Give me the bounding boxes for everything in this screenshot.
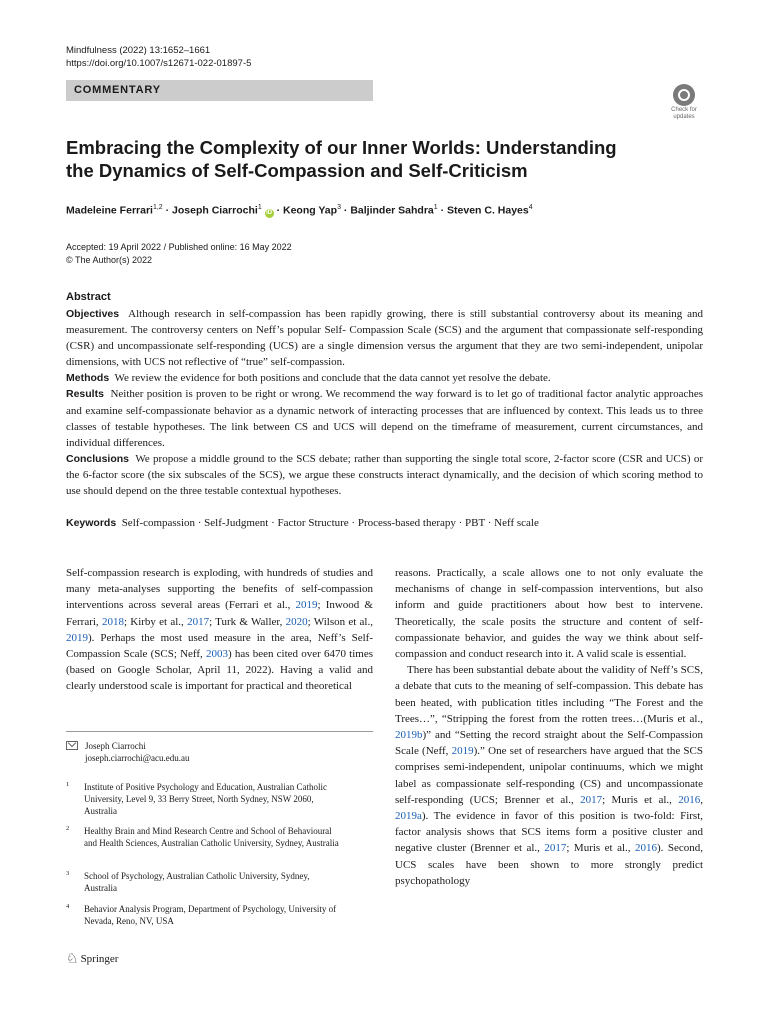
author-affiliation: 3	[337, 204, 341, 211]
publisher-footer	[66, 951, 118, 968]
results-text: Neither position is proven to be right or wrong. We recommend the way forward is to let go of traditional factor analytic approaches and examine self-compassionate behavior as a dynamic network of interacting processes that are influenced by context. This leads us to three classes of testable hypotheses. The link between CS and UCS will depend on the timeframe of measurement, current circumstances, and individual differences.	[66, 388, 703, 449]
methods-label: Methods	[66, 372, 110, 385]
citation-link[interactable]: 2003	[205, 648, 228, 661]
citation-link[interactable]: 2017	[187, 615, 210, 628]
author-list	[66, 204, 706, 218]
copyright: © The Author(s) 2022	[66, 254, 153, 265]
orcid-icon[interactable]: iD	[266, 209, 273, 216]
paper-title: Embracing the Complexity of our Inner Worlds: Understanding the Dynamics of Self-Compassion and Self-Criticism	[66, 137, 617, 181]
corr-email-link[interactable]: joseph.ciarrochi@acu.edu.au	[85, 753, 190, 763]
citation-link[interactable]: 2019	[295, 599, 318, 612]
conclusions-text: We propose a middle ground to the SCS debate; rather than supporting the single total score, 2-factor score (CSR and UCS) or the 6-factor score (the six subscales of the SCS), we argue these constructs interact dynamically, and the decision of which scoring method to use should depend on the three testable contextual hypotheses.	[66, 452, 703, 498]
author-name[interactable]: Baljinder Sahdra	[350, 204, 434, 217]
keywords	[66, 517, 703, 529]
citation-link[interactable]: 2019b	[395, 729, 423, 742]
affiliation-number: 1	[66, 781, 70, 788]
affiliation-text: Healthy Brain and Mind Research Centre and School of Behavioural and Health Sciences, Australian Catholic University, Sydney, Australia	[84, 826, 339, 848]
author-name[interactable]: Madeleine Ferrari	[66, 204, 153, 217]
body-column-left	[66, 565, 373, 695]
affiliation-text: Institute of Positive Psychology and Education, Australian Catholic University, Level 9, 33 Berry Street, North Sydney, NSW 2060, Australia	[84, 782, 327, 816]
citation-link[interactable]: 2020	[285, 615, 308, 628]
abstract-conclusions	[66, 451, 703, 499]
author-affiliation: 1,2	[152, 204, 163, 211]
abstract-heading: Abstract	[66, 291, 111, 303]
footnote-divider	[66, 731, 373, 732]
citation-link[interactable]: 2017	[544, 842, 567, 855]
body-paragraph: There has been substantial debate about the validity of Neff’s SCS, a debate that cuts to the meaning of self-compassion. This debate has been heated, with publication titles including “The Forest and the Trees…”, “Stripping the forest from the rotten trees…(Muris et al., 2019b)” and “Setting the record straight about the Self-Compassion Scale (Neff, 2019).” One set of researchers have argued that the SCS comprises semi-independent, unipolar continuums, which we might label as compassionate self-responding (CS) and uncompassionate self-responding (UCS; Brenner et al., 2017; Muris et al., 2016, 2019a). The evidence in favor of this position is two-fold: First, factor analysis shows that SCS items form a positive cluster and negative cluster (Brenner et al., 2017; Muris et al., 2016). Second, UCS scales have been shown to more strongly predict psychopathology	[395, 664, 704, 887]
affiliation-1	[66, 781, 341, 817]
citation-link[interactable]: 2016	[634, 842, 657, 855]
published-date: / Published online: 16 May 2022	[163, 242, 292, 252]
publisher-name: Springer	[80, 953, 119, 965]
author-affiliation: 1	[433, 204, 438, 211]
accepted-date: Accepted: 19 April 2022	[66, 242, 162, 252]
abstract-objectives	[66, 306, 703, 370]
author-name[interactable]: Steven C. Hayes	[447, 204, 529, 217]
affiliation-text: Behavior Analysis Program, Department of Psychology, University of Nevada, Reno, NV, USA	[84, 904, 337, 926]
check-for-updates-button[interactable]	[664, 84, 704, 124]
citation-link[interactable]: 2016	[678, 793, 701, 806]
body-paragraph: Self-compassion research is exploding, with hundreds of studies and many meta-analyses supporting the benefits of self-compassion interventions across several areas (Ferrari et al., 2019; Inwood & Ferrari, 2018; Kirby et al., 2017; Turk & Waller, 2020; Wilson et al., 2019). Perhaps the most used measure in the area, Neff’s Self-Compassion Scale (SCS; Neff, 2003) has been cited over 6470 times (based on Google Scholar, April 11, 2022). Having a valid and clearly understood scale is important for practical and theoretical	[66, 567, 373, 693]
author-separator: ·	[343, 204, 348, 217]
affiliation-3	[66, 870, 341, 894]
author-affiliation: 1	[257, 204, 262, 211]
publication-dates	[66, 241, 292, 266]
author-name[interactable]: Joseph Ciarrochi	[172, 204, 258, 217]
affiliation-number: 3	[66, 870, 70, 877]
abstract-methods	[66, 370, 703, 386]
affiliation-text: School of Psychology, Australian Catholic University, Sydney, Australia	[84, 871, 310, 893]
author-name[interactable]: Keong Yap	[282, 204, 338, 217]
section-label: COMMENTARY	[66, 80, 373, 101]
check-updates-label: Check for updates	[671, 107, 697, 120]
author-affiliation: 4	[528, 204, 533, 211]
methods-text: We review the evidence for both positions and conclude that the data cannot yet resolve the debate.	[114, 372, 551, 385]
objectives-text: Although research in self-compassion has been rapidly growing, there is still substantial controversy about its meaning and measurement. The controversy centers on Neff’s popular Self- Compassion Scale (SCS) and the argument that compassionate self-responding (CSR) and uncompassionate self-responding (UCS) are a single dimension versus the argument that they are two semi-independent, unipolar dimensions, with UCS not reflective of “true” self-compassion.	[66, 308, 703, 369]
author-separator: ·	[276, 204, 281, 217]
conclusions-label: Conclusions	[66, 452, 130, 465]
objectives-label: Objectives	[66, 308, 120, 320]
corresponding-author	[66, 740, 190, 764]
abstract-body	[66, 306, 703, 499]
keywords-text: Self-compassion · Self-Judgment · Factor Structure · Process-based therapy · PBT · Neff scale	[121, 517, 539, 529]
affiliation-number: 4	[66, 903, 70, 910]
citation-link[interactable]: 2017	[580, 793, 603, 806]
citation-link[interactable]: 2018	[101, 615, 124, 628]
abstract-results	[66, 386, 703, 450]
check-updates-icon	[673, 84, 695, 106]
keywords-label: Keywords	[66, 517, 117, 529]
author-separator: ·	[440, 204, 445, 217]
journal-citation	[66, 44, 251, 70]
springer-horse-icon: ♘	[66, 952, 79, 967]
affiliation-number: 2	[66, 825, 70, 832]
citation-link[interactable]: 2019a	[395, 810, 422, 823]
results-label: Results	[66, 388, 104, 401]
author-separator: ·	[165, 204, 170, 217]
journal-line: Mindfulness (2022) 13:1652–1661	[66, 45, 211, 56]
body-paragraph: reasons. Practically, a scale allows one to not only evaluate the mechanisms of change in self-compassion interventions, but also inform and guide practitioners about how best to intervene. Theoretically, the scale posits the structure and content of self-compassionate behavior, and guides the way we think about self-compassion and conduct research into it. A valid scale is essential.	[395, 567, 703, 661]
body-column-right	[395, 565, 703, 889]
doi-link[interactable]: https://doi.org/10.1007/s12671-022-01897-5	[66, 58, 252, 69]
affiliation-4	[66, 903, 341, 927]
citation-link[interactable]: 2019	[451, 745, 474, 758]
envelope-icon	[66, 741, 78, 750]
corr-name: Joseph Ciarrochi	[85, 741, 146, 751]
affiliation-2	[66, 825, 341, 849]
citation-link[interactable]: 2019	[66, 631, 88, 644]
